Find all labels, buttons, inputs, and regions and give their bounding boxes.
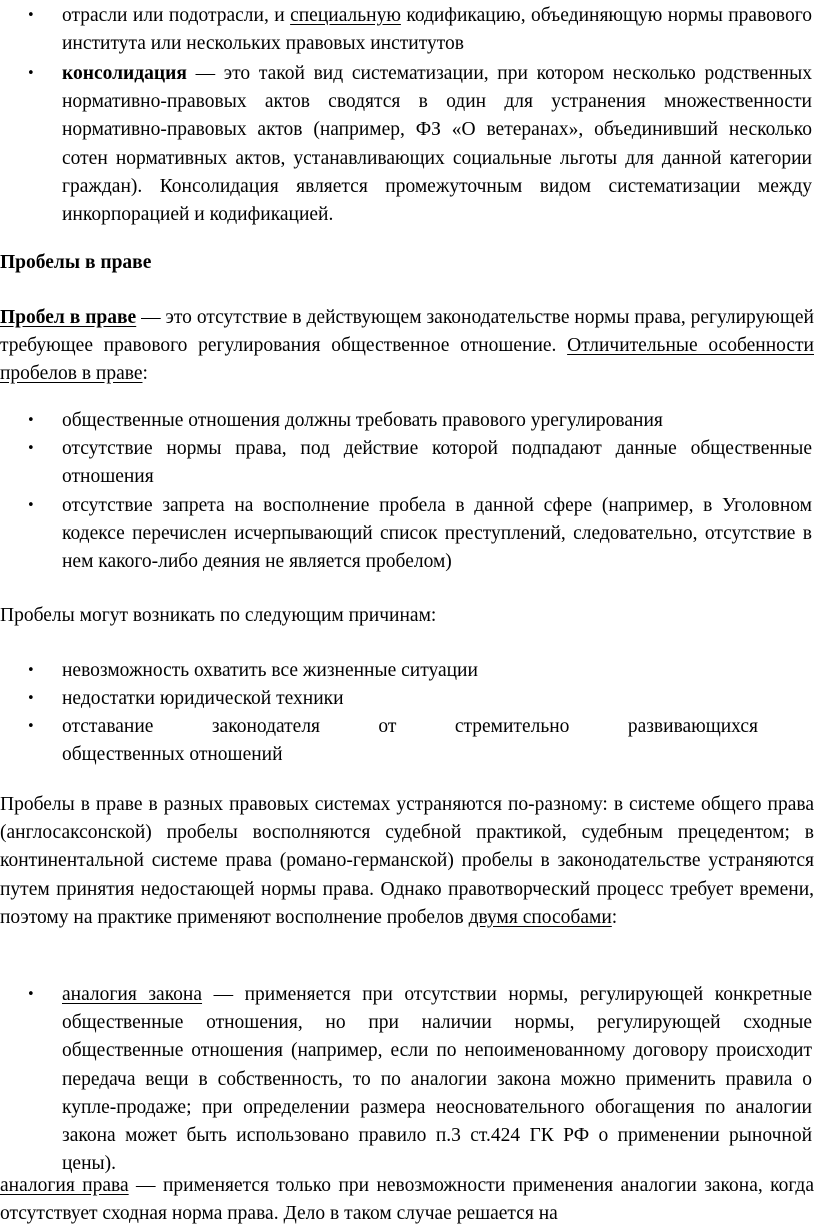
list-item-text bbox=[62, 981, 812, 1178]
heading-text: Пробелы в праве bbox=[0, 252, 152, 273]
list-item-text: отсутствие запрета на восполнение пробела в данной сфере (например, в Уголовном кодексе перечислен исчерпывающий список преступлений, следовательно, отсутствие в нем какого-либо деяния не является пробелом) bbox=[62, 495, 812, 573]
bullet-marker: • bbox=[27, 663, 35, 678]
paragraph: Пробелы могут возникать по следующим причинам: bbox=[0, 605, 437, 626]
underlined-phrase: Отличительные особенности пробелов в праве bbox=[0, 335, 814, 385]
paragraph bbox=[0, 1172, 814, 1228]
list-item-text: невозможность охватить все жизненные ситуации bbox=[62, 660, 478, 681]
list-item-text: отсутствие нормы права, под действие которой подпадают данные общественные отношения bbox=[62, 438, 812, 488]
word: законодателя bbox=[211, 716, 321, 737]
text-run: : bbox=[142, 363, 148, 385]
paragraph bbox=[0, 791, 814, 932]
text-run: : bbox=[611, 906, 618, 928]
text-run: — это отсутствие в действующем законодательстве нормы права, регулирующей требующее правового регулирования общественное отношение. bbox=[0, 307, 814, 357]
bullet-marker: • bbox=[27, 498, 35, 513]
definition-paragraph bbox=[0, 304, 814, 389]
underlined-term: аналогия права bbox=[0, 1175, 129, 1196]
text-run: кодификацию, объединяющую нормы правового института или нескольких правовых институтов bbox=[62, 5, 812, 55]
list-item-text bbox=[62, 2, 812, 58]
list-item-text bbox=[62, 713, 812, 769]
word: развивающихся bbox=[627, 716, 758, 737]
text-run: — это такой вид систематизации, при котором несколько родственных нормативно-правовых актов сводятся в один для устранения множественности нормативно-правовых актов (например, ФЗ «О ветеранах», объединивший несколько сотен нормативных актов, устанавливающих социальные льготы для данной категории граждан). Консолидация является промежуточным видом систематизации между инкорпорацией и кодификацией. bbox=[62, 63, 812, 226]
defined-term: Пробел в праве bbox=[0, 307, 137, 328]
list-item-text bbox=[62, 60, 812, 229]
underlined-phrase: двумя способами bbox=[468, 906, 612, 928]
bold-term: консолидация bbox=[62, 63, 187, 84]
text-line: общественных отношений bbox=[62, 744, 283, 766]
word: отставание bbox=[62, 716, 154, 737]
bullet-marker: • bbox=[27, 441, 35, 456]
section-heading bbox=[0, 249, 812, 277]
text-run: — применяется при отсутствии нормы, регулирующей конкретные общественные отношения, но при наличии нормы, регулирующей сходные общественные отношения (например, если по непоименованному договору происходит передача вещи в собственность, то по аналогии закона можно применить правила о купле-продаже; при определении размера неосновательного обогащения по аналогии закона может быть использовано правило п.3 ст.424 ГК РФ о применении рыночной цены). bbox=[62, 984, 812, 1175]
underlined-term: специальную bbox=[290, 5, 401, 26]
list-item-text: недостатки юридической техники bbox=[62, 688, 344, 709]
bullet-marker: • bbox=[27, 413, 35, 428]
text-run: Пробелы в праве в разных правовых системах устраняются по-разному: в системе общего права (англосаксонской) пробелы восполняются судебной практикой, судебным прецедентом; в континентальной системе права (романо-германской) пробелы в законодательстве устраняются путем принятия недостающей нормы права. Однако правотворческий процесс требует времени, поэтому на практике применяют восполнение пробелов bbox=[0, 794, 814, 928]
underlined-term: аналогия закона bbox=[62, 984, 203, 1005]
bullet-marker: • bbox=[27, 66, 35, 81]
list-item-text: общественные отношения должны требовать правового урегулирования bbox=[62, 410, 663, 431]
bullet-marker: • bbox=[27, 8, 35, 23]
bullet-marker: • bbox=[27, 691, 35, 706]
text-run: — применяется только при невозможности применения аналогии закона, когда отсутствует сходная норма права. Дело в таком случае решается на bbox=[0, 1175, 814, 1225]
text-run: отрасли или подотрасли, и bbox=[62, 5, 291, 26]
stretched-line bbox=[62, 713, 758, 741]
word: стремительно bbox=[454, 716, 570, 737]
bullet-marker: • bbox=[27, 987, 35, 1002]
word: от bbox=[378, 716, 397, 737]
bullet-marker: • bbox=[27, 719, 35, 734]
